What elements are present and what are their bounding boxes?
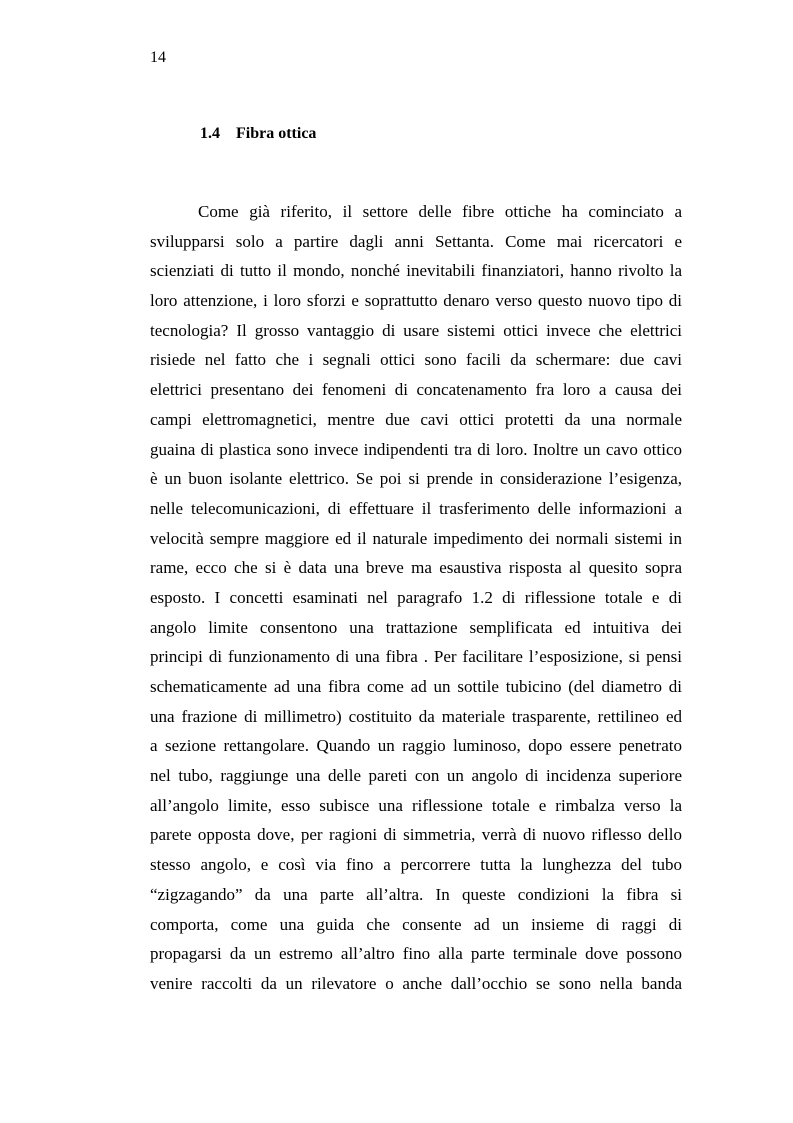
paragraph-line: velocità sempre maggiore ed il naturale impedimento dei normali sistemi in: [150, 528, 682, 548]
paragraph-line: elettrici presentano dei fenomeni di concatenamento fra loro a causa dei: [150, 380, 682, 400]
paragraph-line: rame, ecco che si è data una breve ma esaustiva risposta al quesito sopra: [150, 558, 682, 578]
paragraph-line: scienziati di tutto il mondo, nonché inevitabili finanziatori, hanno rivolto la: [150, 261, 682, 281]
paragraph-line: una frazione di millimetro) costituito da materiale trasparente, rettilineo ed: [150, 706, 682, 726]
paragraph-line: nelle telecomunicazioni, di effettuare il trasferimento delle informazioni a: [150, 498, 682, 518]
paragraph-line: loro attenzione, i loro sforzi e soprattutto denaro verso questo nuovo tipo di: [150, 291, 682, 311]
paragraph-line: stesso angolo, e così via fino a percorrere tutta la lunghezza del tubo: [150, 855, 682, 875]
paragraph-line: svilupparsi solo a partire dagli anni Settanta. Come mai ricercatori e: [150, 231, 682, 251]
paragraph-line: “zigzagando” da una parte all’altra. In queste condizioni la fibra si: [150, 884, 682, 904]
paragraph-line: guaina di plastica sono invece indipendenti tra di loro. Inoltre un cavo ottico: [150, 439, 682, 459]
paragraph-line: tecnologia? Il grosso vantaggio di usare sistemi ottici invece che elettrici: [150, 320, 682, 340]
paragraph-line: propagarsi da un estremo all’altro fino alla parte terminale dove possono: [150, 944, 682, 964]
section-number: 1.4: [200, 125, 220, 142]
paragraph-line: principi di funzionamento di una fibra . Per facilitare l’esposizione, si pensi: [150, 647, 682, 667]
section-heading: [200, 123, 316, 145]
body-paragraph: [150, 197, 682, 999]
paragraph-line: è un buon isolante elettrico. Se poi si prende in considerazione l’esigenza,: [150, 469, 682, 489]
paragraph-line: parete opposta dove, per ragioni di simmetria, verrà di nuovo riflesso dello: [150, 825, 682, 845]
paragraph-line: campi elettromagnetici, mentre due cavi ottici protetti da una normale: [150, 409, 682, 429]
paragraph-line: risiede nel fatto che i segnali ottici sono facili da schermare: due cavi: [150, 350, 682, 370]
paragraph-line: esposto. I concetti esaminati nel paragrafo 1.2 di riflessione totale e di: [150, 587, 682, 607]
paragraph-line: schematicamente ad una fibra come ad un sottile tubicino (del diametro di: [150, 677, 682, 696]
paragraph-line: angolo limite consentono una trattazione semplificata ed intuitiva dei: [150, 617, 682, 637]
paragraph-line: a sezione rettangolare. Quando un raggio luminoso, dopo essere penetrato: [150, 736, 682, 756]
page-number: 14: [150, 49, 166, 66]
paragraph-line: all’angolo limite, esso subisce una riflessione totale e rimbalza verso la: [150, 795, 682, 815]
paragraph-line: venire raccolti da un rilevatore o anche dall’occhio se sono nella banda: [150, 973, 682, 993]
paragraph-line: comporta, come una guida che consente ad un insieme di raggi di: [150, 914, 682, 934]
paragraph-line: nel tubo, raggiunge una delle pareti con un angolo di incidenza superiore: [150, 766, 682, 786]
section-title: Fibra ottica: [236, 125, 317, 142]
paragraph-line: Come già riferito, il settore delle fibre ottiche ha cominciato a: [198, 202, 682, 221]
